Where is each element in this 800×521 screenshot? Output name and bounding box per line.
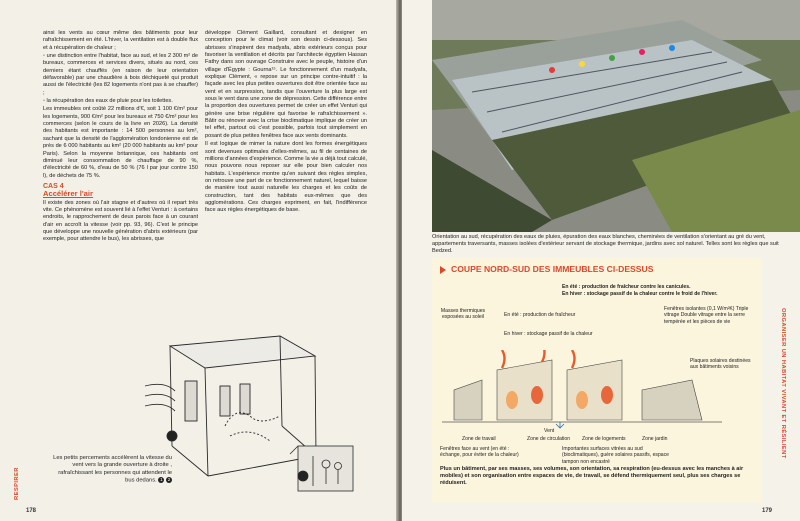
arrow-icon (440, 266, 446, 274)
callout-badge-1: 1 (160, 476, 163, 482)
paragraph: Il existe des zones où l'air stagne et d'autres où il repart très vite. Ce phénomène est souvent lié à l'effet Venturi : à certains endroits, le rapprochement de deux parois face à un courant d'air en accroît la vitesse (voir pp. 93, 96). C'est le principe que développe une nouvelle génération d'abris extérieurs (par exemple, pour attendre le bus), les abrisses, que (43, 199, 198, 243)
wind-label: Vent (544, 428, 555, 434)
paragraph: Il est logique de mimer la nature dont les formes énergétiques sont devenues optimales d'elles-mêmes, au fil de centaines de millions d'années d'expérience. Comme la vie a déjà tout calculé, nous pouvons nous reposer sur elle pour bien calculer nos habitats. L'expérience montre qu'en suivant des règles simples, on retrouve une part de ce fonctionnement naturel, lequel baisse de manière tout aussi naturelle les charges et les coûts de construction, tant des habitats eux-mêmes que des agglomérations. Ces charges expriment, en fait, l'indifférence face aux règles énergétiques de base. (205, 141, 367, 214)
section-tab-right: ORGANISER UN HABITAT VIVANT ET RÉSILIENT (780, 308, 786, 459)
diagram-footer: Plus un bâtiment, par ses masses, ses volumes, son orientation, sa respiration (eu-dessus avec les manches à air mobiles) et son organisation entre espaces de vie, de travail, se défend thermiquement seul, plus ses charges se réduisent. (440, 466, 744, 486)
folio-right: 179 (762, 508, 773, 514)
section-tab-left: RESPIRER (14, 467, 20, 500)
diagram-title-text: COUPE NORD-SUD DES IMMEUBLES CI-DESSUS (451, 264, 654, 274)
aerial-photo-bedzed (432, 0, 800, 232)
diagram-header-summer: En été : production de fraîcheur contre les canicules. (562, 284, 691, 290)
left-column-1 (43, 30, 198, 245)
legend-summer: En été : production de fraîcheur (504, 312, 576, 318)
sketch-caption-text: Les petits percements accélèrent la vitesse du vent vers la grande ouverture à droite , rafraîchissant les personnes qui attendent le bus dedans. (53, 455, 172, 484)
legend-winter: En hiver : stockage passif de la chaleur (504, 331, 593, 337)
paragraph: développe Clément Gaillard, consultant et designer en conception pour le climat (voir son dessin ci-dessous). Ses abrisses s'inspirent des madyafa, abris extérieurs conçus pour favoriser la ventilation et décrits par l'architecte égyptien Hassan Fathy dans son ouvrage Construire avec le peuple, histoire d'un village d'Égypte : Gourna¹⁵. Le fonctionnement d'un madyafa, explique Clément, « repose sur un principe contre-intuitif : la façade avec les plus petites ouvertures doit être orientée face au vent et en surpression, tandis que l'ouverture la plus large est sous le vent dans une zone de dépression. Cette différence entre la proportion des ouvertures permet de créer un effet Venturi qui génère une brise régulière qui favorise le rafraîchissement ». Bâtir ou rénover avec la crise bioclimatique implique de créer un tel effet, partout où c'est possible, parfois tout simplement en posant de plus petites fenêtres face aux vents dominants. (205, 30, 367, 139)
left-page (0, 0, 398, 521)
section-diagram (432, 258, 762, 502)
zone-circulation: Zone de circulation (527, 436, 571, 442)
legend-masses: Masses thermiques exposées au soleil (440, 308, 486, 321)
note-roof: Plaques solaires destinées aux bâtiments voisins (690, 358, 751, 371)
diagram-header-winter: En hiver : stockage passif de la chaleur contre le froid de l'hiver. (562, 291, 718, 297)
zone-garden: Zone jardin (642, 436, 668, 442)
case-title: Accélérer l'air (43, 189, 93, 199)
paragraph: ainsi les vents au cœur même des bâtiments pour leur rafraîchissement en été. L'hiver, la ventilation est à double flux et à récupération de chaleur ; (43, 30, 198, 51)
case-kicker: CAS 4 (43, 182, 64, 190)
note-north-windows: Fenêtres face au vent (en été : échange, pour éviter de la chaleur) (440, 446, 519, 459)
diagram-title (440, 264, 653, 274)
paragraph: Les immeubles ont coûté 22 millions d'€, soit 1 100 €/m² pour les logements, 900 €/m² pour les bureaux et 750 €/m² pour les commerces (selon le cours de la livre en 2026). La densité des habitants est importante : 14 500 personnes au km², sachant que la densité de l'agglomération londonienne est de près de 6 000 habitants au km² (20 000 habitants au km² pour Paris). Selon la moyenne britannique, ces habitants ont diminué leur consommation de chauffage de 90 %, d'électricité de 60 %, d'eau de 50 % (76 l par jour contre 150 l), de déchets de 75 %. (43, 106, 198, 179)
paragraph: ◦ une distinction entre l'habitat, face au sud, et les 2 300 m² de bureaux, commerces et services divers, situés au nord, ces derniers étant chauffés (en raison de leur orientation défavorable) par une chaudière à bois déchiqueté qui produit aussi de l'électricité (les 82 logements n'ont pas à se chauffer) ; (43, 53, 198, 96)
paragraph: ◦ la récupération des eaux de pluie pour les toilettes. (43, 98, 173, 105)
callout-badge-2: 2 (167, 476, 171, 482)
zone-housing: Zone de logements (582, 436, 626, 442)
left-column-2 (205, 30, 367, 216)
sketch-caption (52, 455, 172, 485)
folio-left: 178 (26, 508, 37, 514)
note-windows: Fenêtres isolantes (0,1 W/m²K) Triple vitrage Double vitrage entre la serre tempérée et les pièces de vie (664, 306, 749, 325)
zone-work: Zone de travail (462, 436, 496, 442)
photo-caption: Orientation au sud, récupération des eaux de pluies, épuration des eaux blanches, cheminées de ventilation s'orientant au gré du vent, appartements traversants, masses isolées d'extérieur servant de stockage thermique, jardins avec sol naturel. Telles sont les règles que suit Bedzed. (432, 234, 779, 254)
building-section-drawing (442, 350, 742, 430)
right-page (402, 0, 800, 521)
note-south-glazing: Importantes surfaces vitrées au sud (bioclimatiques), guère solaires passifs, espace tampon non encastré (562, 446, 670, 465)
